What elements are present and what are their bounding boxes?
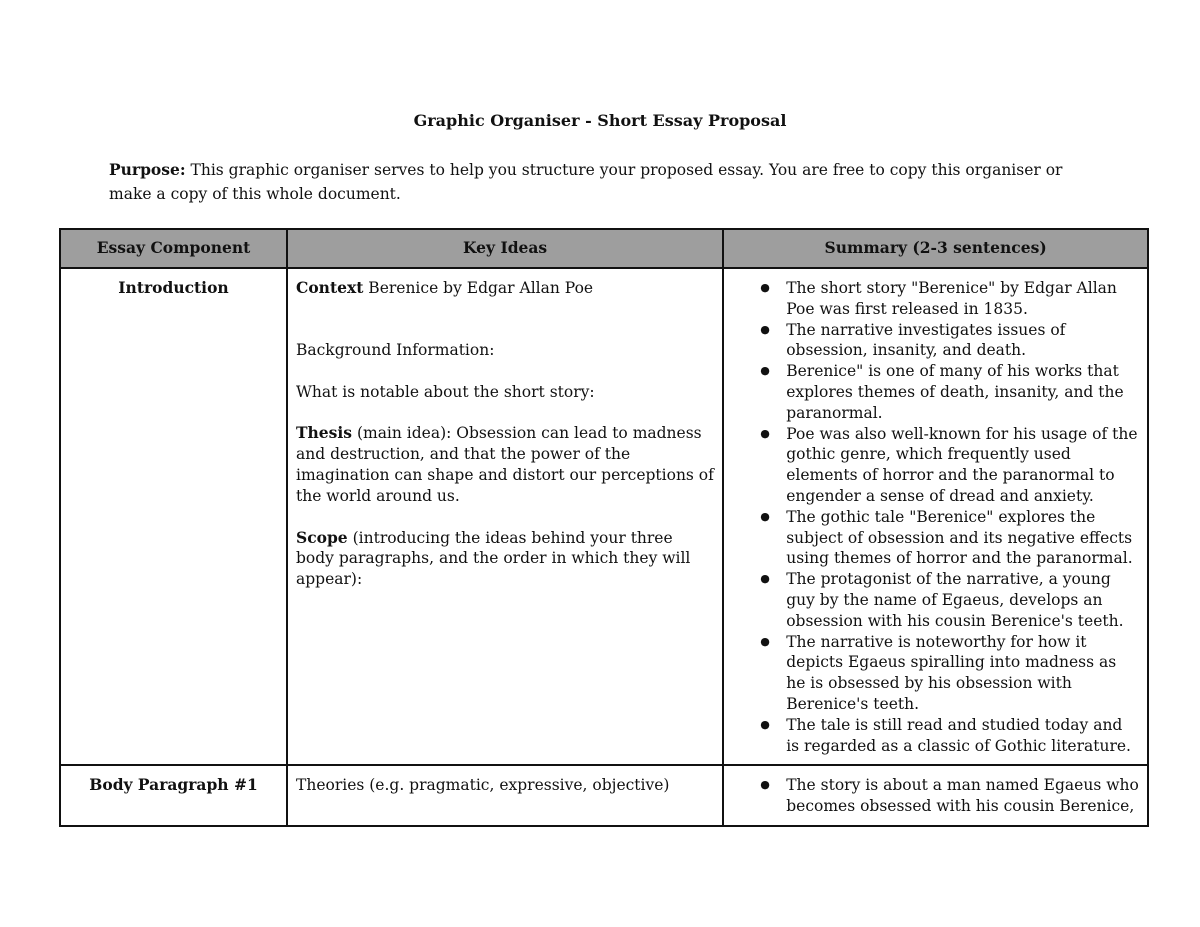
list-item: ● The short story "Berenice" by Edgar Allan Poe was first released in 1835.: [786, 278, 1139, 320]
list-item: ● The gothic tale "Berenice" explores the subject of obsession and its negative effects using themes of horror and the paranormal.: [786, 507, 1139, 569]
header-essay-component: Essay Component: [60, 229, 287, 268]
list-item: ● The story is about a man named Egaeus who becomes obsessed with his cousin Berenice,: [786, 775, 1139, 817]
context-text: Berenice by Edgar Allan Poe: [363, 279, 594, 297]
table-header-row: [60, 229, 1148, 268]
organiser-table: [59, 228, 1149, 827]
thesis-text: (main idea): Obsession can lead to madness and destruction, and that the power of the imagination can shape and distort our perceptions of the world around us.: [296, 424, 714, 505]
component-introduction: Introduction: [60, 268, 287, 765]
list-item: ● The protagonist of the narrative, a young guy by the name of Egaeus, develops an obsession with his cousin Berenice's teeth.: [786, 569, 1139, 631]
context-line: [296, 278, 714, 299]
header-summary: Summary (2-3 sentences): [723, 229, 1148, 268]
document-title: Graphic Organiser - Short Essay Proposal: [413, 111, 787, 130]
thesis-line: [296, 423, 714, 506]
header-key-ideas: Key Ideas: [287, 229, 723, 268]
table-row-introduction: [60, 268, 1148, 765]
list-item: ● The tale is still read and studied today and is regarded as a classic of Gothic literature.: [786, 715, 1139, 757]
thesis-label: Thesis: [296, 423, 353, 443]
list-item: ● The narrative investigates issues of obsession, insanity, and death.: [786, 320, 1139, 362]
purpose-label: Purpose:: [109, 160, 186, 179]
scope-line: [296, 528, 714, 590]
summary-list: [732, 775, 1139, 817]
notable-line: What is notable about the short story:: [296, 382, 595, 401]
summary-list: [732, 278, 1139, 756]
purpose-paragraph: [109, 158, 1089, 206]
context-label: Context: [296, 278, 364, 297]
scope-text: (introducing the ideas behind your three body paragraphs, and the order in which they will appear):: [296, 528, 691, 589]
component-body-paragraph-1: Body Paragraph #1: [60, 765, 287, 826]
table-row-body-paragraph-1: [60, 765, 1148, 826]
key-ideas-body-paragraph-1: Theories (e.g. pragmatic, expressive, objective): [287, 765, 723, 826]
key-ideas-introduction: [287, 268, 723, 765]
purpose-text: This graphic organiser serves to help you structure your proposed essay. You are free to copy this organiser or make a copy of this whole document.: [109, 161, 1063, 203]
list-item: ● The narrative is noteworthy for how it depicts Egaeus spiralling into madness as he is obsessed by his obsession with Berenice's teeth.: [786, 632, 1139, 715]
scope-label: Scope: [296, 527, 348, 547]
summary-body-paragraph-1: [723, 765, 1148, 826]
list-item: ● Berenice" is one of many of his works that explores themes of death, insanity, and the paranormal.: [786, 361, 1139, 423]
summary-introduction: [723, 268, 1148, 765]
background-line: Background Information:: [296, 340, 495, 359]
list-item: ● Poe was also well-known for his usage of the gothic genre, which frequently used elements of horror and the paranormal to engender a sense of dread and anxiety.: [786, 424, 1139, 507]
